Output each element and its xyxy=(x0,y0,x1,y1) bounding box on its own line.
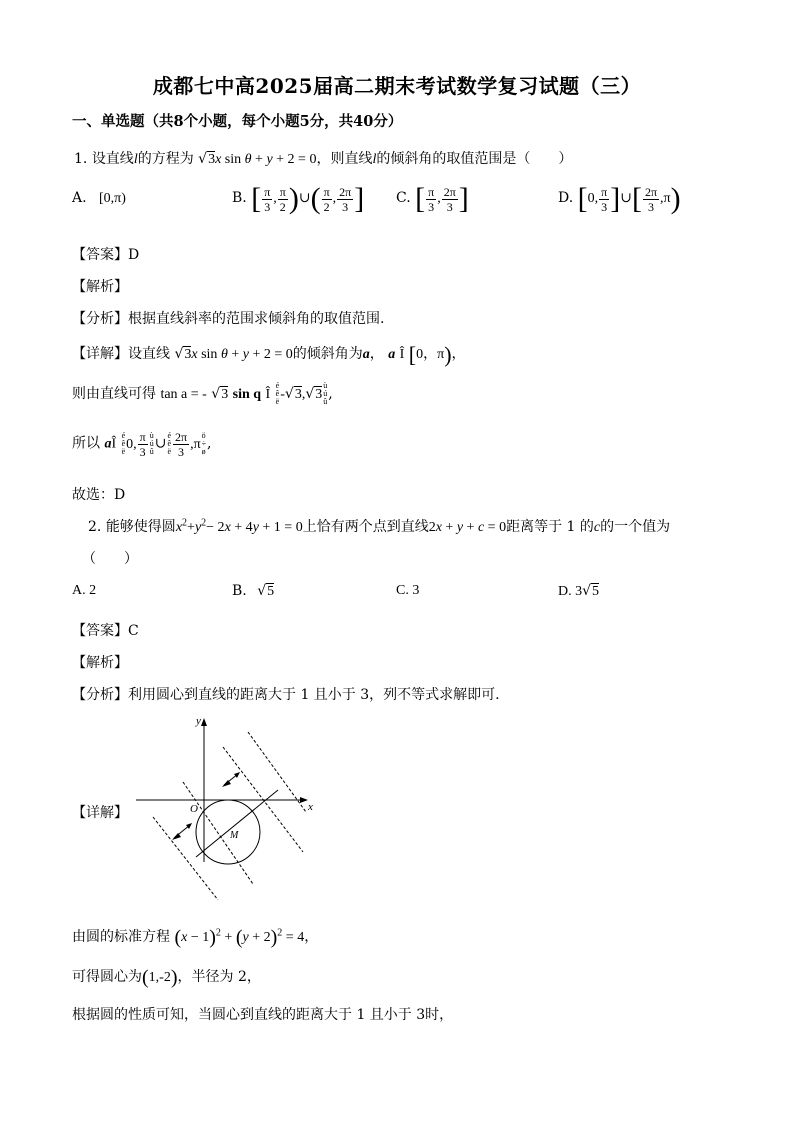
q2-line2-b: ，半径为 2， xyxy=(177,969,261,985)
q1-equation: √3x sin θ + y + 2 = 0 xyxy=(198,151,317,167)
q1-stem-d: 的倾斜角的取值范围是（ ） xyxy=(376,151,573,167)
q2-option-b: B. √5 xyxy=(232,583,275,599)
y-axis-arrow xyxy=(201,718,207,726)
q1-alpha: a xyxy=(362,347,370,363)
dashed-line-1 xyxy=(153,817,218,900)
q2-answer: 【答案】C xyxy=(72,623,139,639)
section-heading: 一、单选题（共8个小题，每个小题5分，共40分） xyxy=(72,113,403,130)
q2-detail-label: 【详解】 xyxy=(72,805,128,821)
q1-option-b xyxy=(232,182,364,216)
q2-line1-b: ， xyxy=(304,929,319,945)
q1-opt-c-label: C. xyxy=(396,190,411,207)
q2-circle-eq: $x^2+y^2- 2x + 4y + 1 = 0$ xyxy=(175,517,303,535)
q1-detail-b: 的倾斜角为 xyxy=(292,346,363,363)
q1-answer: 【答案】D xyxy=(72,247,140,263)
q1-line3-a: 所以 xyxy=(72,435,100,452)
q1-option-c xyxy=(396,182,469,216)
q1-line2-a: 则由直线可得 xyxy=(72,386,156,402)
q2-stem-c: 距离等于 1 的 xyxy=(506,519,594,535)
q2-option-c: C. 3 xyxy=(396,583,420,598)
origin-label: O xyxy=(190,803,198,815)
q2-number: 2. xyxy=(88,519,102,535)
q2-analysis: 【分析】利用圆心到直线的距离大于 1 且小于 3，列不等式求解即可. xyxy=(72,687,500,703)
center-label: M xyxy=(230,830,239,841)
q1-detail-line2: 则由直线可得 tan a = - √3 sin q Î é ê ë -√3,√3 ù ú û , xyxy=(72,381,333,406)
q2-detail-line3: 根据圆的性质可知，当圆心到直线的距离大于 1 且小于 3时， xyxy=(72,1007,454,1023)
q1-line2-c: sin q xyxy=(232,387,262,402)
q2-paren: （ ） xyxy=(82,551,138,567)
q2-detail-line2: 可得圆心为(1,-2)，半径为 2， xyxy=(72,966,261,989)
q1-opt-b-value: [ $\frac{\pi}{3}$ , $\frac{\pi}{2}$ )∪( $\frac{\pi}{2}$ , $\frac{2\pi}{3}$ ] xyxy=(251,182,365,215)
q1-line2-b: tan a = - xyxy=(160,387,207,402)
q1-opt-b-label: B. xyxy=(232,190,247,207)
q2-detail-line1: 由圆的标准方程 $(x - 1)^2 + (y + 2)^2 = 4$， xyxy=(72,926,319,949)
q2-line-eq: 2x + y + c = 0 xyxy=(428,520,507,535)
q2-opt-b-label: B. xyxy=(232,583,247,599)
q1-detail-line1: 【详解】设直线 √3x sin θ + y + 2 = 0的倾斜角为a， a Î [0，π)， xyxy=(72,342,466,367)
q1-detail-c: ， xyxy=(369,346,384,363)
q1-number: 1. xyxy=(74,151,88,167)
q2-stem-b: 上恰有两个点到直线 xyxy=(302,519,429,535)
q2-line1-a: 由圆的标准方程 xyxy=(72,929,170,945)
q2-c: c xyxy=(593,520,601,535)
q1-opt-c-value: [ $\frac{\pi}{3}$ , $\frac{2\pi}{3}$ ] xyxy=(415,182,469,215)
q1-opt-d-value: [0, $\frac{\pi}{3}$ ]∪[ $\frac{2\pi}{3}$ ,π) xyxy=(577,182,681,215)
q1-opt-d-label: D. xyxy=(558,190,574,207)
page-title: 成都七中高2025届高二期末考试数学复习试题（三） xyxy=(152,74,642,98)
q1-conclusion: 故选：D xyxy=(72,487,126,503)
q1-analysis: 【分析】根据直线斜率的范围求倾斜角的取值范围. xyxy=(72,311,385,327)
q1-opt-a-value: [0,π) xyxy=(99,191,126,206)
q2-stem-d: 的一个值为 xyxy=(600,519,671,535)
circle-line-figure xyxy=(128,712,328,912)
q2-jiexi: 【解析】 xyxy=(72,655,128,671)
y-label: y xyxy=(196,715,201,727)
q1-stem-b: 的方程为 xyxy=(137,151,194,167)
q2-stem xyxy=(88,516,670,536)
circle-m xyxy=(196,800,260,864)
q1-stem-a: 设直线 xyxy=(91,151,134,167)
q1-jiexi: 【解析】 xyxy=(72,279,128,295)
q1-stem-c: ，则直线 xyxy=(316,151,373,167)
x-axis-arrow xyxy=(300,797,308,803)
q1-option-d xyxy=(558,182,681,216)
q1-detail-a: 设直线 xyxy=(128,346,170,363)
q1-detail-line3: 所以 aÎ é ê ë 0, $\frac{\pi}{3}$ ù ú û ∪ é ê ë $\frac{2\pi}{3}$ ,π ö ÷ ø , xyxy=(72,430,212,459)
q1-stem: 1. 设直线l的方程为 √3x sin θ + y + 2 = 0，则直线l的倾斜角的取值范围是（ ） xyxy=(74,151,573,167)
q2-option-a: A. 2 xyxy=(72,583,97,598)
q2-stem-a: 能够使得圆 xyxy=(105,519,176,535)
q1-option-a xyxy=(72,190,126,207)
q2-line2-a: 可得圆心为 xyxy=(72,969,142,985)
q1-opt-a-label: A. xyxy=(72,190,87,206)
q2-opt-d-label: D. 3 xyxy=(558,584,583,599)
q1-l: l xyxy=(133,152,138,167)
x-label: x xyxy=(308,801,313,813)
q2-option-d: D. 3√5 xyxy=(558,583,600,599)
q1-detail-label: 【详解】 xyxy=(72,346,128,363)
